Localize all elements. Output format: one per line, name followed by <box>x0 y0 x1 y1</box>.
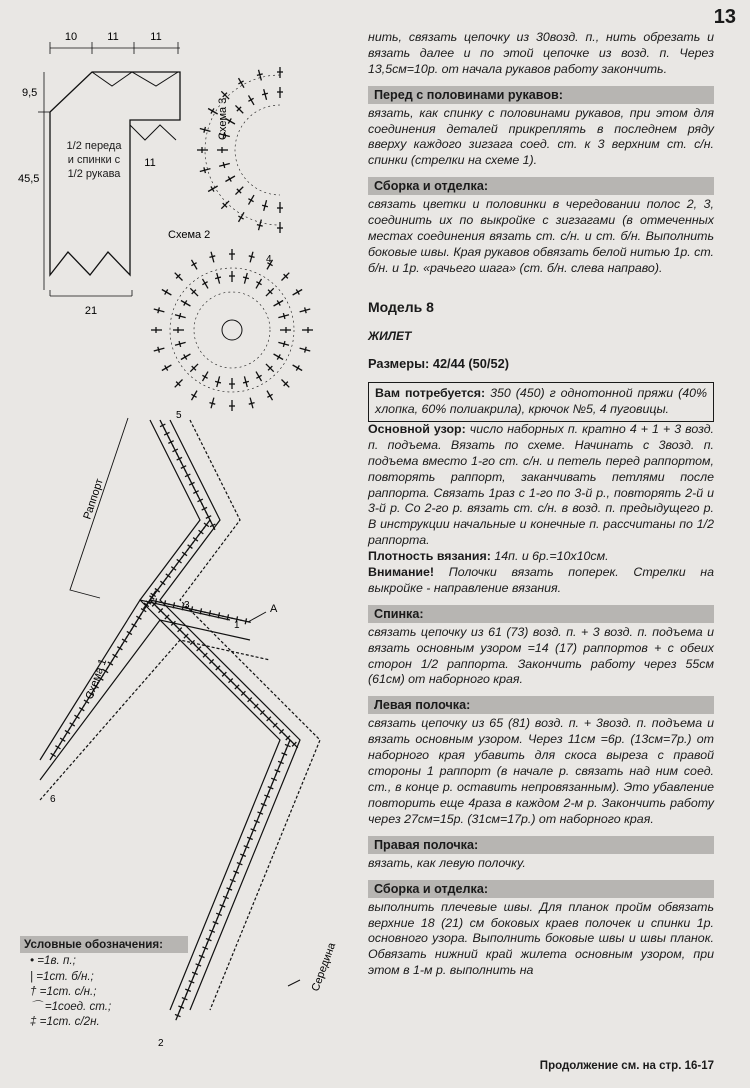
row-number-4: 4 <box>266 254 272 265</box>
scheme-1-label: Схема 1 <box>83 657 110 702</box>
dc-stitch-icon <box>174 452 184 465</box>
section-heading-left-front: Левая полочка: <box>368 696 714 714</box>
dc-stitch-icon <box>273 764 283 776</box>
density-label: Плотность вязания: <box>368 549 491 564</box>
dc-stitch-icon <box>233 185 245 197</box>
dc-stitch-icon <box>221 891 231 903</box>
dc-stitch-icon <box>182 469 192 482</box>
dc-stitch-icon <box>228 874 238 886</box>
dc-stitch-icon <box>67 719 78 732</box>
dc-stitch-icon <box>291 362 304 373</box>
dc-stitch-icon <box>128 620 139 633</box>
dc-stitch-icon <box>178 460 188 473</box>
dc-stitch-icon <box>208 251 217 263</box>
section-heading-front: Перед с половинами рукавов: <box>368 86 714 104</box>
text-column <box>368 30 714 979</box>
row-number-1: 1 <box>234 620 240 631</box>
dc-stitch-icon <box>199 502 209 515</box>
dc-stitch-icon <box>242 840 252 852</box>
dc-stitch-icon <box>190 967 200 979</box>
dc-stitch-icon <box>269 773 279 785</box>
dc-stitch-icon <box>229 249 235 260</box>
dc-stitch-icon <box>214 272 223 284</box>
main-pattern <box>368 422 714 549</box>
dc-stitch-icon <box>114 642 125 655</box>
dc-stitch-icon <box>291 287 304 298</box>
row-number-3: 3 <box>184 600 190 611</box>
dc-stitch-icon <box>225 882 235 894</box>
dc-stitch-icon <box>166 435 176 448</box>
row-number-6: 6 <box>50 794 56 805</box>
dc-stitch-icon <box>242 272 251 284</box>
dc-stitch-icon <box>187 975 197 987</box>
dc-stitch-icon <box>133 612 144 625</box>
density <box>368 549 714 565</box>
dc-stitch-icon <box>218 899 228 911</box>
materials-text: 350 (450) г однотонной пряжи (40% хлопка, 60% полиакрила), крючок №5, 4 пуговицы. <box>375 386 707 417</box>
dc-stitch-icon <box>219 199 231 211</box>
main-pattern-label: Основной узор: <box>368 422 466 437</box>
dc-stitch-icon <box>179 351 192 362</box>
scheme-3-half-motif <box>197 67 283 233</box>
height-label-1: 9,5 <box>22 87 38 99</box>
row-number-5: 5 <box>176 410 182 421</box>
dc-stitch-icon <box>161 427 171 440</box>
dc-stitch-icon <box>264 362 276 374</box>
dc-stitch-icon <box>170 444 180 457</box>
crochet-diagrams <box>0 0 360 1088</box>
legend-item-dc: † =1ст. с/н.; <box>30 984 97 998</box>
dc-stitch-icon <box>153 345 165 354</box>
dc-stitch-icon <box>195 494 205 507</box>
dc-stitch-icon <box>151 327 162 333</box>
dc-stitch-icon <box>207 183 220 194</box>
legend-item-tr: ‡ =1ст. с/2н. <box>30 1015 100 1029</box>
dc-stitch-icon <box>253 277 264 290</box>
dc-stitch-icon <box>256 69 265 81</box>
dc-stitch-icon <box>299 306 311 315</box>
dc-stitch-icon <box>189 389 200 402</box>
dc-stitch-icon <box>201 941 211 953</box>
dc-stitch-icon <box>200 277 211 290</box>
dc-stitch-icon <box>173 327 184 333</box>
dc-stitch-icon <box>246 94 257 107</box>
density-text: 14п. и 6р.=10х10см. <box>494 549 609 564</box>
dc-stitch-icon <box>157 419 167 432</box>
dc-stitch-icon <box>221 613 233 621</box>
dc-stitch-icon <box>264 286 276 298</box>
dc-stitch-icon <box>256 219 265 231</box>
dc-stitch-icon <box>279 377 291 389</box>
scheme-2-motif <box>151 249 313 411</box>
section-heading-assembly-2: Сборка и отделка: <box>368 880 714 898</box>
page-number: 13 <box>713 6 736 28</box>
dc-stitch-icon <box>259 798 269 810</box>
attention-label: Внимание! <box>368 564 435 579</box>
dc-stitch-icon <box>200 370 211 383</box>
width-label-1: 10 <box>64 31 78 43</box>
model-subtitle: ЖИЛЕТ <box>368 328 412 343</box>
dc-stitch-icon <box>249 823 259 835</box>
dc-stitch-icon <box>261 88 270 100</box>
dc-stitch-icon <box>224 173 237 184</box>
attention-text: Полочки вязать поперек. Стрелки на выкройке - направление вязания. <box>368 564 714 595</box>
dc-stitch-icon <box>299 345 311 354</box>
dc-stitch-icon <box>277 202 283 213</box>
middle-label: Середина <box>309 941 339 994</box>
dc-stitch-icon <box>199 126 211 135</box>
dc-stitch-icon <box>280 327 291 333</box>
middle-arrow-icon <box>288 980 300 986</box>
dc-stitch-icon <box>207 924 217 936</box>
dc-stitch-icon <box>174 340 186 349</box>
section-heading-assembly-1: Сборка и отделка: <box>368 177 714 195</box>
legend-title: Условные обозначения: <box>20 936 188 953</box>
dc-stitch-icon <box>208 397 217 409</box>
section-heading-back: Спинка: <box>368 605 714 623</box>
dc-stitch-icon <box>256 806 266 818</box>
rapport-label: Раппорт <box>81 477 106 521</box>
dc-stitch-icon <box>262 789 272 801</box>
dc-stitch-icon <box>238 849 248 861</box>
dc-stitch-icon <box>62 726 73 739</box>
dc-stitch-icon <box>204 933 214 945</box>
dc-stitch-icon <box>229 378 235 389</box>
dc-stitch-icon <box>188 362 200 374</box>
dc-stitch-icon <box>119 635 130 648</box>
section-body-right-front: вязать, как левую полочку. <box>368 855 526 870</box>
legend-item-sc: | =1ст. б/н.; <box>30 969 94 983</box>
dc-stitch-icon <box>277 67 283 78</box>
dc-stitch-icon <box>229 400 235 411</box>
dc-stitch-icon <box>211 916 221 928</box>
dc-stitch-icon <box>214 376 223 388</box>
dc-stitch-icon <box>278 340 290 349</box>
dc-stitch-icon <box>276 756 286 768</box>
legend-item-chain: • =1в. п.; <box>30 954 76 968</box>
dc-stitch-icon <box>71 711 82 724</box>
dc-stitch-icon <box>246 194 257 207</box>
legend <box>20 936 188 1030</box>
dc-stitch-icon <box>194 958 204 970</box>
dc-stitch-icon <box>266 781 276 793</box>
section-heading-right-front: Правая полочка: <box>368 836 714 854</box>
materials-box <box>368 382 714 422</box>
dc-stitch-icon <box>188 286 200 298</box>
dc-stitch-icon <box>242 376 251 388</box>
dc-stitch-icon <box>277 87 283 98</box>
dc-stitch-icon <box>235 857 245 869</box>
dc-stitch-icon <box>160 287 173 298</box>
dc-stitch-icon <box>253 370 264 383</box>
dc-stitch-icon <box>173 377 185 389</box>
dc-stitch-icon <box>203 510 213 523</box>
dc-stitch-icon <box>173 271 185 283</box>
dc-stitch-icon <box>191 485 201 498</box>
arrow-a-label: А <box>270 603 278 615</box>
dc-stitch-icon <box>217 147 228 153</box>
dc-stitch-icon <box>302 327 313 333</box>
dc-stitch-icon <box>280 747 290 759</box>
dc-stitch-icon <box>236 77 247 90</box>
scheme-2-label: Схема 2 <box>168 229 211 241</box>
dc-stitch-icon <box>278 312 290 321</box>
dc-stitch-icon <box>47 749 58 762</box>
piece-label: 1/2 переда и спинки с 1/2 рукава <box>66 140 122 180</box>
section-body-assembly-1: связать цветки и половинки в чередовании полос 2, 3, соединить их по выкройке с зигзагами (в отмеченных местах соединения вязать ст. с/н. и ст. б/н. Выполнить боковые швы. Края рукавов обвязать белой нитью 1р. ст. б/н. и 1р. «рачьего шага» (ст. б/н. слева направо). <box>368 197 714 275</box>
dc-stitch-icon <box>153 306 165 315</box>
dc-stitch-icon <box>277 222 283 233</box>
model-title: Модель 8 <box>368 298 434 315</box>
dc-stitch-icon <box>229 271 235 282</box>
dc-stitch-icon <box>264 389 275 402</box>
dc-stitch-icon <box>272 298 285 309</box>
inner-width-label: 11 <box>144 157 156 169</box>
scheme-1-chart <box>40 418 320 1021</box>
dc-stitch-icon <box>261 199 270 211</box>
dc-stitch-icon <box>236 211 247 224</box>
model-sizes: Размеры: 42/44 (50/52) <box>368 355 509 371</box>
dc-stitch-icon <box>76 703 87 716</box>
dc-stitch-icon <box>232 865 242 877</box>
main-pattern-text: число наборных п. кратно 4 + 1 + 3 возд. п. подъема. Вязать по схеме. Начинать с 3возд. п. подъема вместо 1-го ст. с/н. и петель перед раппортом, повторять раппорт, заканчивать петлями после раппорта. Связать 1раз с 1-го по 3-й р., повторять 2-й и 3-й р. Со 2-го р. вязать ст. с/н. в возд. п. предыдущего р. В инструкции начальные и конечные п. рассчитаны по 1/2 раппорта. <box>368 422 714 548</box>
section-body-front: вязать, как спинку с половинами рукавов, при этом для соединения деталей прикреплять в последнем ряду вверху каждого зигзага соед. ст. к 3 верхним ст. с/н. спинки (стрелки на схеме 1). <box>368 105 714 168</box>
dc-stitch-icon <box>252 815 262 827</box>
dc-stitch-icon <box>279 271 291 283</box>
section-body-left-front: связать цепочку из 65 (81) возд. п. + 3возд. п. подъема и вязать основным узором. Через 11см =6р. (13см=7р.) от наборного края убавить для скоса выреза с правой стороны 1 раппорт (в начале р. связать над ним соед. ст., в конце р. оставить непровязанным). Это убавление повторить еще 4раза в каждом 2-м р. Закончить работу через 27см=15р. (31см=17р.) от наборного края. <box>368 716 714 826</box>
section-body-back: связать цепочку из 61 (73) возд. п. + 3 возд. п. подъема и вязать основным узором =14 (17) раппортов + с обеих сторон 1/2 раппорта. Закончить работу через 55см (61см) от наборного края. <box>368 624 714 687</box>
dc-stitch-icon <box>109 650 120 663</box>
attention <box>368 565 714 597</box>
dc-stitch-icon <box>218 161 230 170</box>
legend-item-slip: ⌒ =1соед. ст.; <box>30 1000 112 1014</box>
continuation-footer: Продолжение см. на стр. 16-17 <box>539 1060 714 1072</box>
dc-stitch-icon <box>247 397 256 409</box>
materials-label: Вам потребуется: <box>375 386 486 401</box>
bottom-width-label: 21 <box>84 305 98 317</box>
dc-stitch-icon <box>197 950 207 962</box>
width-label-3: 11 <box>150 31 162 43</box>
dc-stitch-icon <box>233 103 245 115</box>
row-number-2: 2 <box>158 1038 164 1049</box>
dc-stitch-icon <box>189 258 200 271</box>
dc-stitch-icon <box>272 351 285 362</box>
dc-stitch-icon <box>124 627 135 640</box>
height-label-2: 45,5 <box>18 173 40 185</box>
dc-stitch-icon <box>199 166 211 175</box>
arrow-a-icon <box>248 612 266 622</box>
continuation-text: нить, связать цепочку из 30возд. п., нить обрезать и вязать далее и по этой цепочке из возд. п. Через 13,5см=10р. от начала рукавов работу закончить. <box>368 30 714 76</box>
dc-stitch-icon <box>179 298 192 309</box>
dc-stitch-icon <box>160 362 173 373</box>
scheme-3-label: Схема 3 <box>217 97 229 140</box>
dc-stitch-icon <box>214 908 224 920</box>
section-body-assembly-2: выполнить плечевые швы. Для планок пройм обвязать верхние 18 (21) см боковых краев полочек и спинки 1р. основного узора. Выполнить боковые швы и швы планок. Обвязать нижний край жилета основным узором, при этом в 1-м р. выполнить на <box>368 899 714 978</box>
dc-stitch-icon <box>245 832 255 844</box>
dc-stitch-icon <box>247 251 256 263</box>
dc-stitch-icon <box>174 312 186 321</box>
dc-stitch-icon <box>197 147 208 153</box>
dc-stitch-icon <box>186 477 196 490</box>
width-label-2: 11 <box>107 31 119 43</box>
